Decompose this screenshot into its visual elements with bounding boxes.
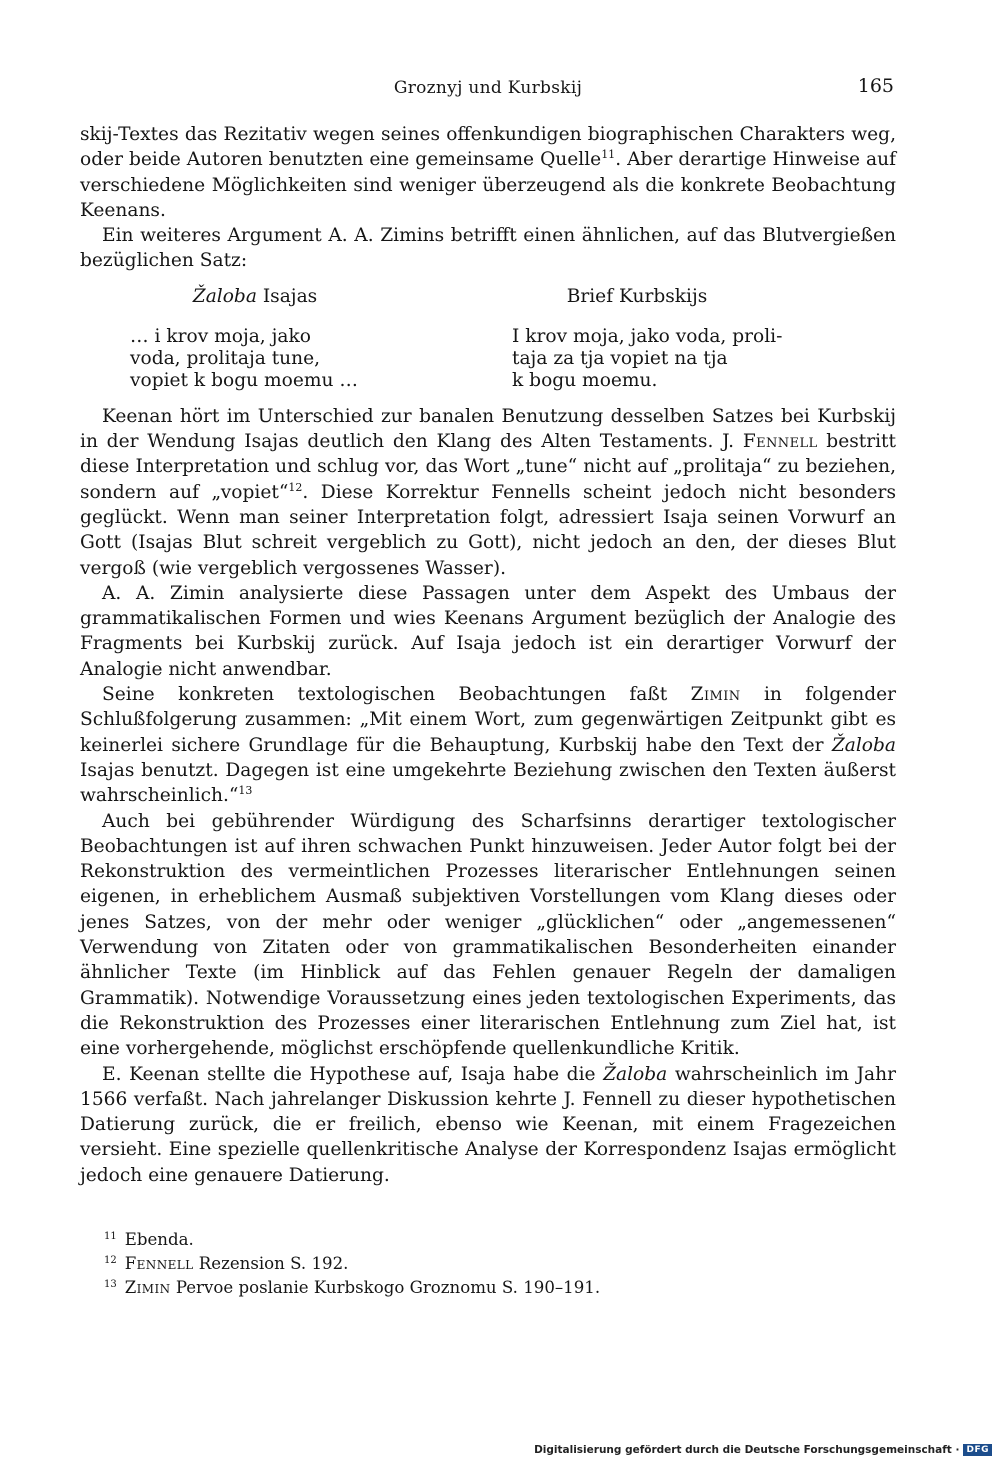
footnote-11 [104, 1228, 804, 1252]
dfg-logo[interactable]: DFG [963, 1444, 992, 1456]
author-name: Fennell [124, 1254, 194, 1273]
footnote-13 [104, 1276, 804, 1300]
text-run: . Diese Korrektur Fennells scheint jedoch nicht besonders geglückt. Wenn man seiner Interpretation folgt, adressiert Isaja seinen Vorwurf an Gott (Isajas Blut schreit vergeblich zu Gott), nicht jedoch an den, der dieses Blut vergoß (wie vergeblich vergossenes Wasser). [80, 481, 896, 579]
footnote-number: 11 [104, 1231, 117, 1242]
text-run: bestritt diese Interpretation und schlug vor, das Wort „tune“ nicht auf „prolitaja“ zu beziehen, sondern auf „vopiet“ [80, 431, 896, 503]
paragraph-7 [80, 1062, 896, 1188]
footnotes [104, 1228, 804, 1300]
comparison-right-line: I krov moja, jako voda, proli- [512, 326, 783, 348]
comparison-left-line: vopiet k bogu moemu … [130, 370, 358, 392]
text-run: skij-Textes das Rezitativ wegen seines offenkundigen biographischen Charakters weg, oder beide Autoren benutzten eine gemeinsame Quelle [80, 124, 896, 171]
page-header [80, 75, 896, 105]
text-run: Isajas benutzt. Dagegen ist eine umgekehrte Beziehung zwischen den Texten äußerst wahrscheinlich.“ [80, 759, 896, 807]
paragraph-5 [80, 682, 896, 808]
text-run: E. Keenan stellte die Hypothese auf, Isaja habe die [102, 1063, 604, 1085]
author-name: Zimin [124, 1278, 171, 1297]
text-run: Seine konkreten textologischen Beobachtungen faßt [102, 684, 691, 706]
comparison-left-title [130, 284, 380, 309]
paragraph-3 [80, 404, 896, 581]
italic-title: Žaloba [603, 1063, 668, 1085]
footnote-text: Ebenda. [124, 1230, 194, 1249]
paragraph-6: Auch bei gebührender Würdigung des Scharfsinns derartiger textologischer Beobachtungen ist auf ihren schwachen Punkt hinzuweisen. Jeder Autor folgt bei der Rekonstruktion des vermeintlichen Prozesses literarischer Entlehnungen seinen eigenen, in erheblichem Ausmaß subjektiven Vorstellungen vom Klang dieses oder jenes Satzes, von der mehr oder weniger „glücklichen“ oder „angemessenen“ Verwendung von Zitaten oder von grammatikalischen Besonderheiten einander ähnlicher Texte (im Hinblick auf das Fehlen genauer Regeln der damaligen Grammatik). Notwendige Voraussetzung eines jeden textologischen Experiments, das die Rekonstruktion des Prozesses einer literarischen Entlehnung zum Ziel hat, ist eine vorhergehende, möglichst erschöpfende quellenkundliche Kritik. [80, 810, 896, 1060]
page-number: 165 [857, 75, 894, 97]
body-text [80, 122, 896, 1188]
paragraph-2: Ein weiteres Argument A. A. Zimins betrifft einen ähnlichen, auf das Blutvergießen bezüglichen Satz: [80, 225, 896, 272]
paragraph-1 [80, 122, 896, 223]
credit-text: Digitalisierung gefördert durch die Deutsche Forschungsgemeinschaft · [534, 1444, 960, 1456]
footnote-number: 12 [104, 1255, 117, 1266]
comparison-right-column [512, 284, 822, 392]
text-run: Keenan hört im Unterschied zur banalen Benutzung desselben Satzes bei Kurbskij in der Wendung Isajas deutlich den Klang des Alten Testaments. J. [80, 405, 896, 453]
author-name: Zimin [690, 684, 741, 706]
author-name: Fennell [742, 431, 818, 453]
text-run: . Aber derartige Hinweise auf verschiedene Möglichkeiten sind weniger überzeugend als die konkrete Beobachtung Keenans. [80, 149, 897, 221]
title-rest: Isajas [256, 285, 318, 307]
footnote-ref-12[interactable]: 12 [288, 480, 303, 494]
text-comparison [80, 284, 896, 394]
italic-title: Žaloba [831, 734, 896, 756]
comparison-right-title: Brief Kurbskijs [566, 285, 708, 307]
text-run: in folgender Schlußfolgerung zusammen: „Mit einem Wort, zum gegenwärtigen Zeitpunkt gibt es keinerlei sichere Grundlage für die Behauptung, Kurbskij habe den Text der [80, 684, 896, 756]
comparison-left-column [130, 284, 440, 392]
footnote-ref-11[interactable]: 11 [601, 148, 616, 162]
running-title: Groznyj und Kurbskij [393, 78, 583, 98]
footnote-ref-13[interactable]: 13 [238, 784, 253, 798]
footnote-text: Rezension S. 192. [193, 1254, 349, 1273]
italic-title: Žaloba [192, 285, 257, 307]
text-run: wahrscheinlich im Jahr 1566 verfaßt. Nach jahrelanger Diskussion kehrte J. Fennell zu dieser hypothetischen Datierung zurück, die er freilich, ebenso wie Keenan, mit einem Fragezeichen versieht. Eine spezielle quellenkritische Analyse der Korrespondenz Isajas ermöglicht jedoch eine genauere Datierung. [80, 1063, 897, 1186]
comparison-left-line: voda, prolitaja tune, [130, 348, 321, 370]
digitization-credit [534, 1444, 992, 1456]
comparison-right-line: k bogu moemu. [512, 370, 658, 392]
paragraph-4: A. A. Zimin analysierte diese Passagen unter dem Aspekt des Umbaus der grammatikalischen Formen und wies Keenans Argument bezüglich der Analogie des Fragments bei Kurbskij zurück. Auf Isaja jedoch ist ein derartiger Vorwurf der Analogie nicht anwendbar. [80, 582, 896, 680]
footnote-number: 13 [104, 1279, 117, 1290]
footnote-12 [104, 1252, 804, 1276]
comparison-right-line: taja za tja vopiet na tja [512, 348, 728, 370]
footnote-text: Pervoe poslanie Kurbskogo Groznomu S. 190–191. [170, 1278, 601, 1297]
comparison-left-line: … i krov moja, jako [130, 326, 311, 348]
